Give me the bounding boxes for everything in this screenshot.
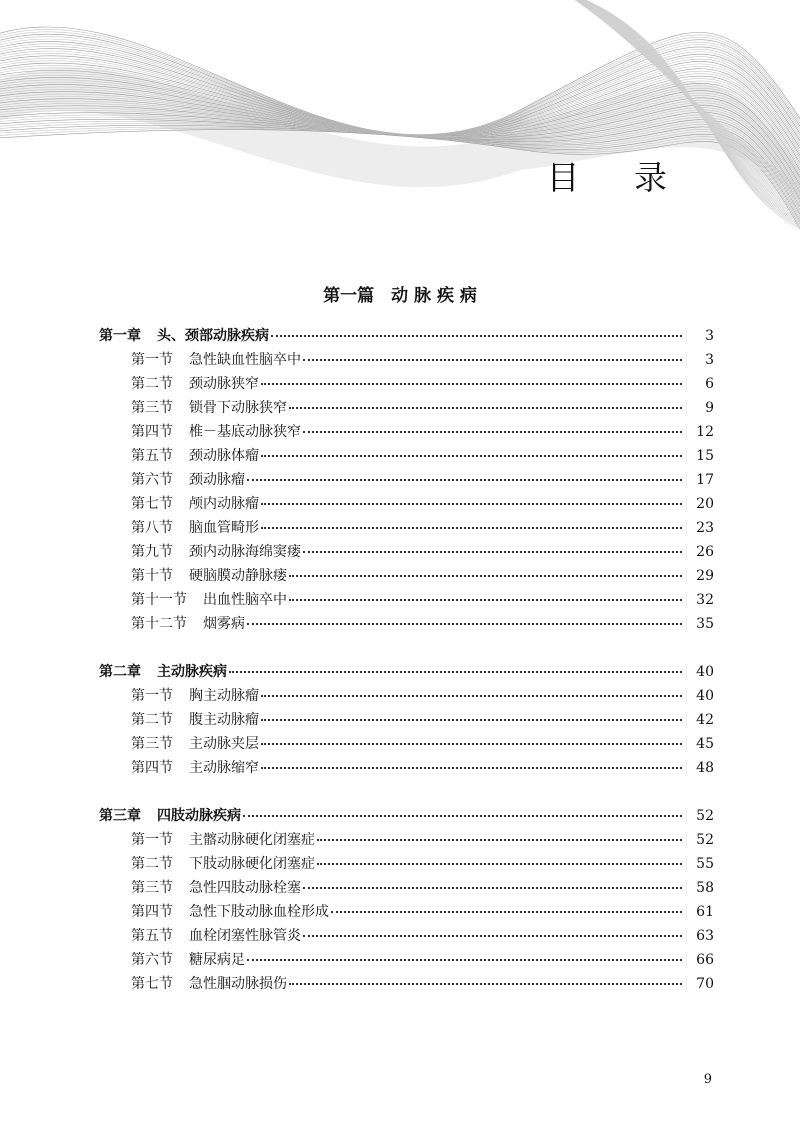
toc-entry-page: 6: [705, 376, 714, 392]
toc-entry-title: 颈内动脉海绵窦瘘: [189, 544, 301, 560]
toc-entry-page: 48: [696, 760, 714, 776]
toc-entry-number: 第六节: [131, 952, 173, 968]
toc-entry-number: 第七节: [131, 496, 173, 512]
toc-entry-page: 63: [696, 928, 714, 944]
toc-entry-title: 主动脉疾病: [157, 664, 227, 680]
toc-section-row[interactable]: [0, 612, 800, 636]
toc-entry-title: 急性下肢动脉血栓形成: [189, 904, 329, 920]
dot-leader: [303, 417, 682, 433]
toc-entry-page: 66: [696, 952, 714, 968]
toc-entry-page: 52: [696, 808, 714, 824]
dot-leader: [303, 873, 682, 889]
toc-entry-title: 颈动脉体瘤: [189, 448, 259, 464]
dot-leader: [331, 897, 682, 913]
dot-leader: [261, 729, 682, 745]
dot-leader: [243, 801, 682, 817]
toc-entry-page: 55: [696, 856, 714, 872]
toc-entry-page: 9: [705, 400, 714, 416]
dot-leader: [261, 441, 682, 457]
toc-entry-number: 第一节: [131, 352, 173, 368]
toc-entry-title: 血栓闭塞性脉管炎: [189, 928, 301, 944]
toc-entry-title: 头、颈部动脉疾病: [157, 328, 269, 344]
toc-entry-number: 第三节: [131, 400, 173, 416]
toc-entry-page: 15: [696, 448, 714, 464]
toc-entry-title: 烟雾病: [203, 616, 245, 632]
toc-entry-title: 硬脑膜动静脉瘘: [189, 568, 287, 584]
dot-leader: [261, 489, 682, 505]
dot-leader: [229, 657, 682, 673]
dot-leader: [317, 825, 682, 841]
toc-entry-title: 急性四肢动脉栓塞: [189, 880, 301, 896]
toc-section-row[interactable]: [0, 972, 800, 996]
toc-entry-page: 3: [705, 352, 714, 368]
dot-leader: [247, 609, 682, 625]
toc-entry-number: 第五节: [131, 448, 173, 464]
toc-entry-title: 颅内动脉瘤: [189, 496, 259, 512]
toc-entry-number: 第二节: [131, 376, 173, 392]
dot-leader: [303, 921, 682, 937]
toc-entry-page: 26: [696, 544, 714, 560]
toc-entry-title: 颈动脉瘤: [189, 472, 245, 488]
toc-entry-number: 第三节: [131, 736, 173, 752]
dot-leader: [261, 513, 682, 529]
toc-entry-page: 29: [696, 568, 714, 584]
toc-entry-page: 32: [696, 592, 714, 608]
toc-entry-number: 第五节: [131, 928, 173, 944]
toc-entry-title: 主髂动脉硬化闭塞症: [189, 832, 315, 848]
toc-section-row[interactable]: [0, 756, 800, 780]
toc-entry-number: 第四节: [131, 904, 173, 920]
toc-entry-number: 第一章: [99, 328, 141, 344]
toc-entry-title: 急性缺血性脑卒中: [189, 352, 301, 368]
toc-entry-title: 四肢动脉疾病: [157, 808, 241, 824]
dot-leader: [261, 369, 682, 385]
dot-leader: [303, 345, 682, 361]
toc-entry-page: 12: [696, 424, 714, 440]
decorative-wave-background: [0, 0, 800, 270]
toc-entry-number: 第二章: [99, 664, 141, 680]
toc-entry-page: 3: [705, 328, 714, 344]
dot-leader: [247, 465, 682, 481]
dot-leader: [271, 321, 682, 337]
dot-leader: [289, 561, 682, 577]
toc-entry-number: 第四节: [131, 760, 173, 776]
toc-entry-page: 61: [696, 904, 714, 920]
dot-leader: [317, 849, 682, 865]
toc-entry-number: 第六节: [131, 472, 173, 488]
dot-leader: [261, 681, 682, 697]
toc-entry-title: 椎－基底动脉狭窄: [189, 424, 301, 440]
toc-entry-title: 胸主动脉瘤: [189, 688, 259, 704]
toc-entry-page: 17: [696, 472, 714, 488]
toc-entry-page: 70: [696, 976, 714, 992]
toc-entry-number: 第九节: [131, 544, 173, 560]
toc-entry-title: 脑血管畸形: [189, 520, 259, 536]
dot-leader: [261, 753, 682, 769]
toc-entry-title: 出血性脑卒中: [203, 592, 287, 608]
toc-entry-title: 急性腘动脉损伤: [189, 976, 287, 992]
toc-entry-title: 下肢动脉硬化闭塞症: [189, 856, 315, 872]
toc-entry-title: 糖尿病足: [189, 952, 245, 968]
toc-entry-page: 35: [696, 616, 714, 632]
toc-entry-number: 第七节: [131, 976, 173, 992]
toc-entry-title: 腹主动脉瘤: [189, 712, 259, 728]
toc-entry-number: 第十二节: [131, 616, 187, 632]
toc-title: 目 录: [546, 158, 689, 197]
dot-leader: [247, 945, 682, 961]
toc-entry-number: 第三节: [131, 880, 173, 896]
dot-leader: [303, 537, 682, 553]
toc-entry-number: 第十节: [131, 568, 173, 584]
toc-entry-number: 第二节: [131, 856, 173, 872]
part-title: 第一篇 动 脉 疾 病: [323, 286, 477, 306]
dot-leader: [289, 393, 682, 409]
toc-entry-number: 第一节: [131, 832, 173, 848]
toc-entry-title: 主动脉夹层: [189, 736, 259, 752]
toc-entry-title: 锁骨下动脉狭窄: [189, 400, 287, 416]
toc-entry-title: 颈动脉狭窄: [189, 376, 259, 392]
toc-entry-number: 第一节: [131, 688, 173, 704]
toc-entry-page: 40: [696, 664, 714, 680]
dot-leader: [261, 705, 682, 721]
toc-entry-page: 45: [696, 736, 714, 752]
toc-entry-page: 58: [696, 880, 714, 896]
toc-entry-page: 23: [696, 520, 714, 536]
toc-entry-number: 第十一节: [131, 592, 187, 608]
toc-entry-page: 42: [696, 712, 714, 728]
toc-entry-number: 第二节: [131, 712, 173, 728]
toc-entry-number: 第四节: [131, 424, 173, 440]
dot-leader: [289, 585, 682, 601]
toc-entry-number: 第八节: [131, 520, 173, 536]
toc-entry-page: 52: [696, 832, 714, 848]
toc-entry-number: 第三章: [99, 808, 141, 824]
toc-entry-title: 主动脉缩窄: [189, 760, 259, 776]
toc-entry-page: 40: [696, 688, 714, 704]
page-number: 9: [703, 1072, 712, 1087]
dot-leader: [289, 969, 682, 985]
toc-entry-page: 20: [696, 496, 714, 512]
